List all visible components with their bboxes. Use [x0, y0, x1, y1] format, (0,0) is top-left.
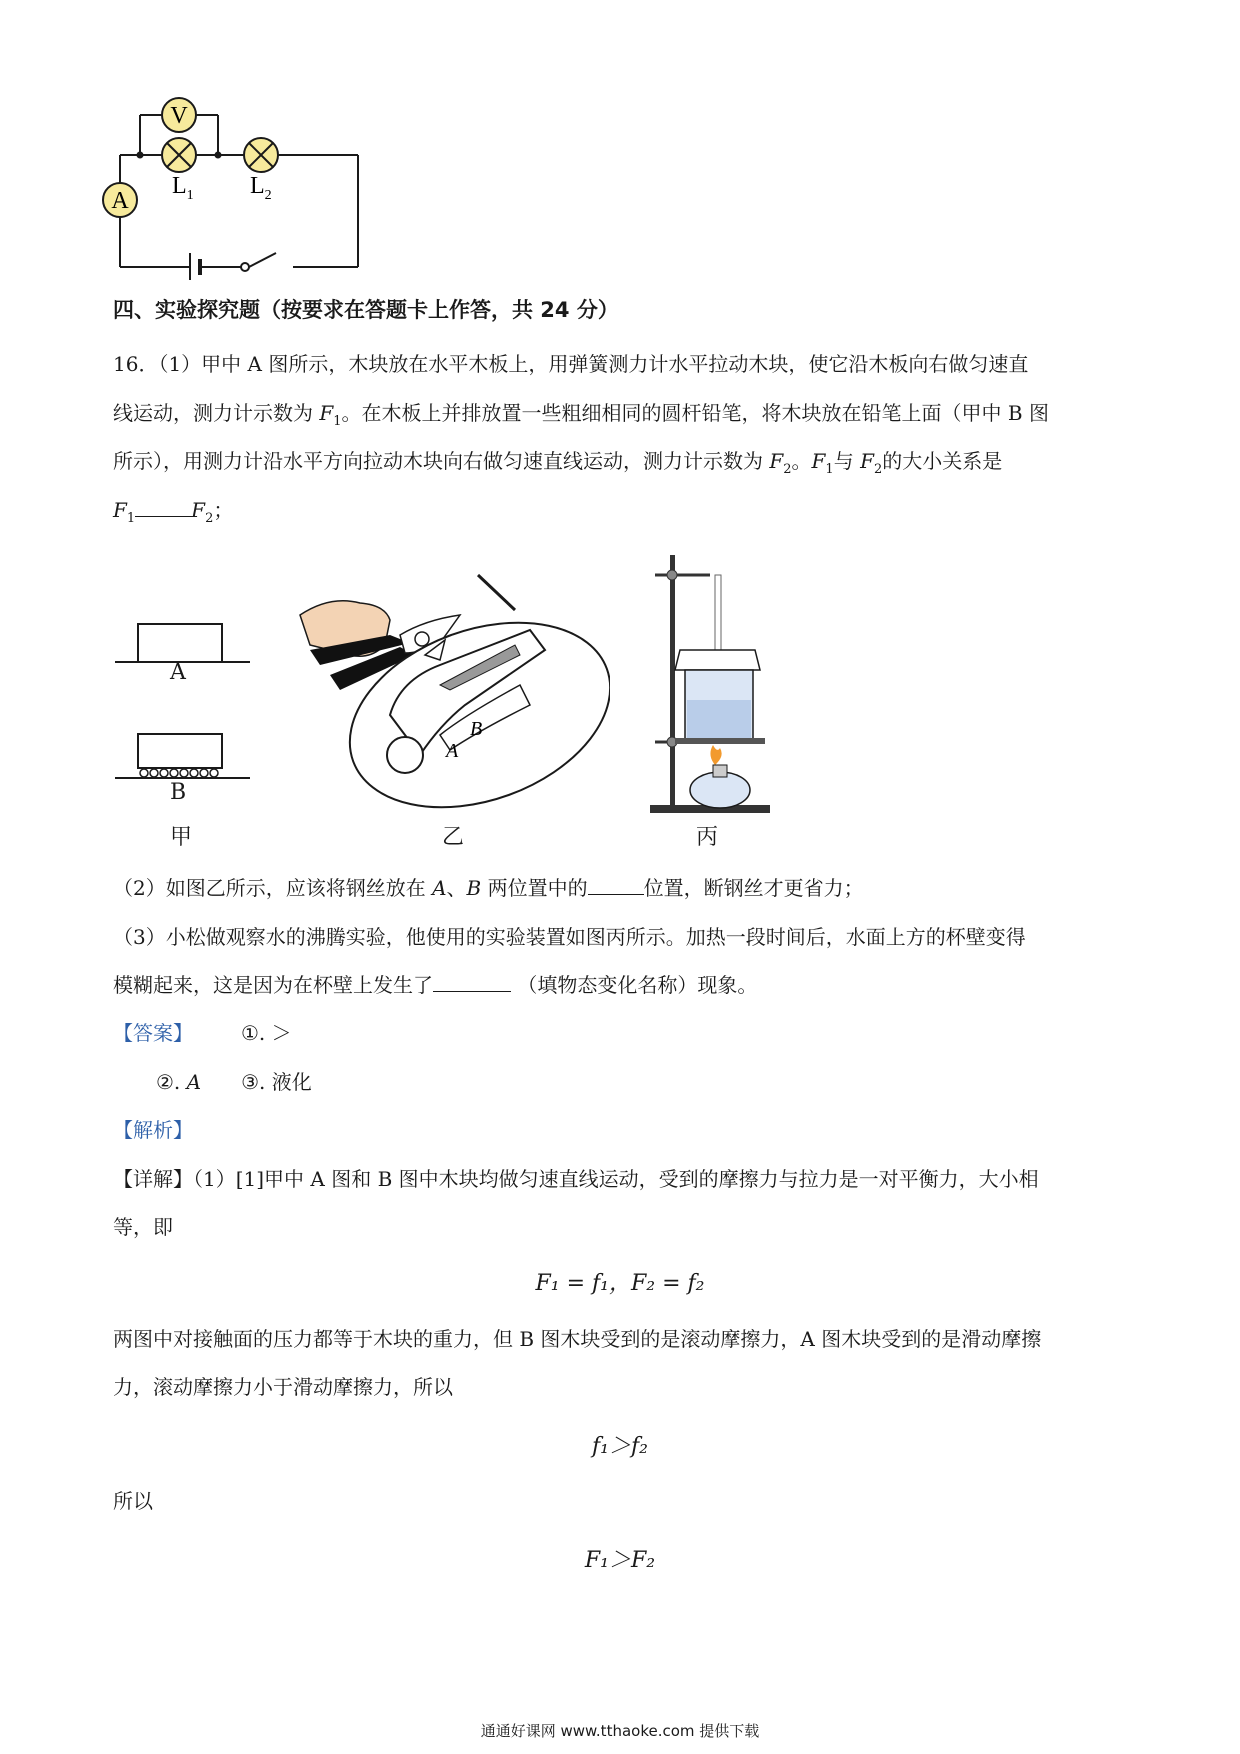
answer-row-2: ②. A ③. 液化 — [156, 1070, 312, 1094]
analysis-label: 【解析】 — [113, 1118, 193, 1142]
page-footer: 通通好课网 www.tthaoke.com 提供下载 — [480, 1722, 760, 1740]
q16-line-2: 线运动，测力计示数为 $F_1$。在木板上并排放置一些粗细相同的圆杆铅笔，将木块放在铅笔上面（甲中 B 图 — [113, 401, 1049, 429]
answer-blank-2[interactable] — [588, 874, 644, 895]
equation-3: F₁＞F₂ — [584, 1548, 656, 1573]
figure-yi-pliers — [290, 565, 610, 815]
q16-part3-line-1: （3）小松做观察水的沸腾实验，他使用的实验装置如图丙所示。加热一段时间后，水面上方的杯壁变得 — [113, 925, 1026, 949]
q16-line-4: $F_1$ $F_2$； — [113, 498, 234, 526]
answer-row-1: 【答案】 ①. ＞ — [113, 1021, 292, 1045]
figure-a-label: A — [170, 660, 186, 685]
lamp2-label: $L_2$ — [250, 173, 272, 203]
circuit-diagram — [100, 95, 370, 280]
figure-bing-apparatus — [645, 550, 775, 820]
lamp1-label: $L_1$ — [172, 173, 194, 203]
equation-2: f₁＞f₂ — [592, 1434, 648, 1459]
voltmeter-label: V — [170, 103, 188, 129]
detail-suoyi: 所以 — [113, 1489, 153, 1513]
q16-line-3: 所示），用测力计沿水平方向拉动木块向右做匀速直线运动，测力计示数为 $F_2$。$F_1$与 $F_2$的大小关系是 — [113, 449, 1003, 477]
section-heading: 四、实验探究题（按要求在答题卡上作答，共 24 分） — [113, 298, 619, 322]
figure-bing-caption: 丙 — [696, 825, 719, 850]
q16-part2: （2）如图乙所示，应该将钢丝放在 A、B 两位置中的 位置，断钢丝才更省力； — [113, 876, 864, 900]
answer-blank-3[interactable] — [433, 971, 511, 992]
detail-line-2: 等，即 — [113, 1215, 173, 1239]
equation-1: F₁ = f₁，F₂ = f₂ — [535, 1271, 705, 1296]
pliers-position-a: A — [446, 740, 459, 762]
detail-line-3: 两图中对接触面的压力都等于木块的重力，但 B 图木块受到的是滚动摩擦力，A 图木块受到的是滑动摩擦 — [113, 1327, 1042, 1351]
ammeter-label: A — [111, 188, 129, 214]
detail-line-4: 力，滚动摩擦力小于滑动摩擦力，所以 — [113, 1375, 453, 1399]
pliers-position-b: B — [470, 718, 483, 740]
detail-line-1: 【详解】（1）[1]甲中 A 图和 B 图中木块均做匀速直线运动，受到的摩擦力与拉力是一对平衡力，大小相 — [113, 1167, 1039, 1191]
figure-yi-caption: 乙 — [442, 825, 465, 850]
q16-part3-line-2: 模糊起来，这是因为在杯壁上发生了 （填物态变化名称）现象。 — [113, 973, 758, 997]
answer-blank-1[interactable] — [135, 496, 191, 517]
answer-label: 【答案】 — [113, 1021, 193, 1045]
figure-b-label: B — [170, 780, 187, 805]
figure-jia-caption: 甲 — [170, 825, 193, 850]
q16-line-1: 16．（1）甲中 A 图所示，木块放在水平木板上，用弹簧测力计水平拉动木块，使它沿木板向右做匀速直 — [113, 352, 1029, 376]
